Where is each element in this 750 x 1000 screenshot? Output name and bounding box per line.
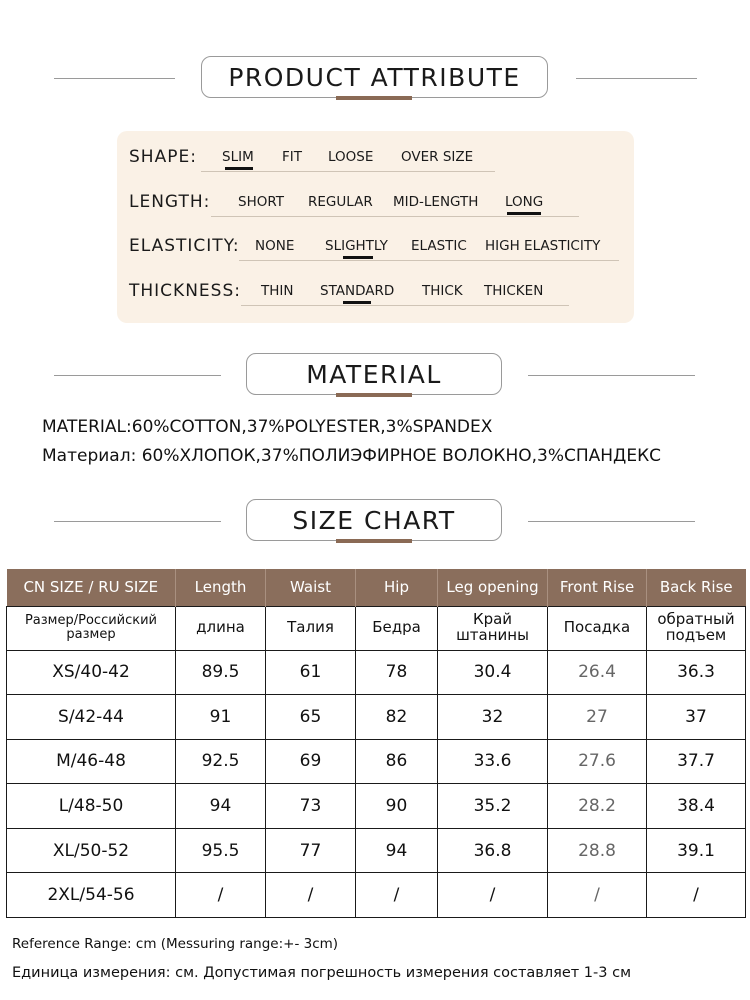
title-accent-bar	[336, 96, 412, 100]
attribute-underline	[211, 216, 579, 217]
divider-line	[576, 78, 697, 79]
attribute-option: STANDARD	[320, 283, 395, 299]
table-cell: 28.2	[548, 784, 647, 829]
attribute-option: NONE	[255, 238, 295, 254]
column-header: Back Rise	[647, 569, 746, 606]
footnote-ru: Единица измерения: см. Допустимая погрешность измерения составляет 1-3 см	[12, 965, 632, 981]
attribute-option: LONG	[505, 194, 544, 210]
size-chart-table	[6, 569, 746, 918]
selected-marker-slightly	[343, 256, 373, 259]
title-accent-bar	[336, 539, 412, 543]
table-cell-size: S/42-44	[7, 695, 176, 740]
attribute-option: OVER SIZE	[401, 149, 474, 165]
table-row	[7, 784, 746, 829]
attribute-underline	[241, 305, 569, 306]
table-cell: 82	[356, 695, 438, 740]
table-cell: /	[266, 873, 356, 918]
section-title: PRODUCT ATTRIBUTE	[201, 56, 548, 98]
table-cell-size: M/46-48	[7, 739, 176, 784]
attribute-option: SLIM	[222, 149, 254, 165]
table-cell: 90	[356, 784, 438, 829]
attribute-option: FIT	[282, 149, 302, 165]
table-cell: 94	[356, 828, 438, 873]
column-header: Leg opening	[438, 569, 548, 606]
table-cell: 77	[266, 828, 356, 873]
attribute-option: THIN	[261, 283, 294, 299]
table-cell: 61	[266, 650, 356, 695]
attribute-row-elasticity	[117, 236, 634, 262]
table-cell: 38.4	[647, 784, 746, 829]
column-subheader: длина	[176, 606, 266, 650]
attribute-option: THICK	[422, 283, 463, 299]
attribute-option: SHORT	[238, 194, 284, 210]
table-cell: 39.1	[647, 828, 746, 873]
table-row	[7, 650, 746, 695]
table-cell-size: L/48-50	[7, 784, 176, 829]
section-title: SIZE CHART	[246, 499, 502, 541]
table-row	[7, 739, 746, 784]
table-cell: /	[356, 873, 438, 918]
table-header-row	[7, 569, 746, 606]
attribute-option: ELASTIC	[411, 238, 467, 254]
attribute-option: SLIGHTLY	[325, 238, 388, 254]
table-row	[7, 695, 746, 740]
title-accent-bar	[336, 393, 412, 397]
table-cell: 89.5	[176, 650, 266, 695]
divider-line	[54, 521, 221, 522]
attribute-option: HIGH ELASTICITY	[485, 238, 601, 254]
column-header: CN SIZE / RU SIZE	[7, 569, 176, 606]
material-text-en: MATERIAL:60%COTTON,37%POLYESTER,3%SPANDEX	[42, 417, 493, 437]
attribute-row-length	[117, 192, 634, 218]
table-cell: 37.7	[647, 739, 746, 784]
table-cell: 26.4	[548, 650, 647, 695]
table-cell: 69	[266, 739, 356, 784]
column-header: Waist	[266, 569, 356, 606]
attribute-label: ELASTICITY:	[129, 236, 240, 256]
table-cell: /	[647, 873, 746, 918]
table-cell-size: XS/40-42	[7, 650, 176, 695]
table-cell: 78	[356, 650, 438, 695]
material-text-ru: Материал: 60%ХЛОПОК,37%ПОЛИЭФИРНОЕ ВОЛОКНО,3%СПАНДЕКС	[42, 446, 662, 466]
table-cell-size: 2XL/54-56	[7, 873, 176, 918]
table-cell: 27.6	[548, 739, 647, 784]
table-cell: 86	[356, 739, 438, 784]
section-title: MATERIAL	[246, 353, 502, 395]
column-subheader: Бедра	[356, 606, 438, 650]
divider-line	[528, 521, 695, 522]
table-row	[7, 828, 746, 873]
column-subheader: Край штанины	[438, 606, 548, 650]
table-cell: 32	[438, 695, 548, 740]
divider-line	[54, 375, 221, 376]
attribute-panel	[117, 131, 634, 323]
table-cell: 92.5	[176, 739, 266, 784]
divider-line	[54, 78, 175, 79]
table-cell: 36.8	[438, 828, 548, 873]
footnote-en: Reference Range: cm (Messuring range:+- 3cm)	[12, 936, 339, 952]
table-cell: 94	[176, 784, 266, 829]
attribute-underline	[201, 171, 495, 172]
table-cell: 37	[647, 695, 746, 740]
divider-line	[528, 375, 695, 376]
table-cell: /	[438, 873, 548, 918]
attribute-row-thickness	[117, 281, 634, 307]
table-cell: 73	[266, 784, 356, 829]
column-header: Length	[176, 569, 266, 606]
table-cell: 65	[266, 695, 356, 740]
column-header: Front Rise	[548, 569, 647, 606]
table-row	[7, 873, 746, 918]
selected-marker-long	[507, 212, 541, 215]
table-cell: /	[548, 873, 647, 918]
selected-marker-slim	[225, 167, 253, 170]
table-cell: 91	[176, 695, 266, 740]
attribute-option: THICKEN	[484, 283, 544, 299]
attribute-label: SHAPE:	[129, 147, 197, 167]
table-cell: 33.6	[438, 739, 548, 784]
table-cell-size: XL/50-52	[7, 828, 176, 873]
column-header: Hip	[356, 569, 438, 606]
attribute-option: MID-LENGTH	[393, 194, 479, 210]
attribute-label: THICKNESS:	[129, 281, 241, 301]
table-subheader-row	[7, 606, 746, 650]
column-subheader: Размер/Российский размер	[7, 606, 176, 650]
table-cell: 30.4	[438, 650, 548, 695]
attribute-option: LOOSE	[328, 149, 374, 165]
column-subheader: обратный подъем	[647, 606, 746, 650]
table-cell: 27	[548, 695, 647, 740]
table-cell: 36.3	[647, 650, 746, 695]
table-cell: 28.8	[548, 828, 647, 873]
table-cell: 95.5	[176, 828, 266, 873]
attribute-underline	[239, 260, 619, 261]
column-subheader: Посадка	[548, 606, 647, 650]
table-cell: 35.2	[438, 784, 548, 829]
table-cell: /	[176, 873, 266, 918]
attribute-label: LENGTH:	[129, 192, 211, 212]
column-subheader: Талия	[266, 606, 356, 650]
selected-marker-standard	[343, 301, 371, 304]
attribute-row-shape	[117, 147, 634, 173]
attribute-option: REGULAR	[308, 194, 373, 210]
